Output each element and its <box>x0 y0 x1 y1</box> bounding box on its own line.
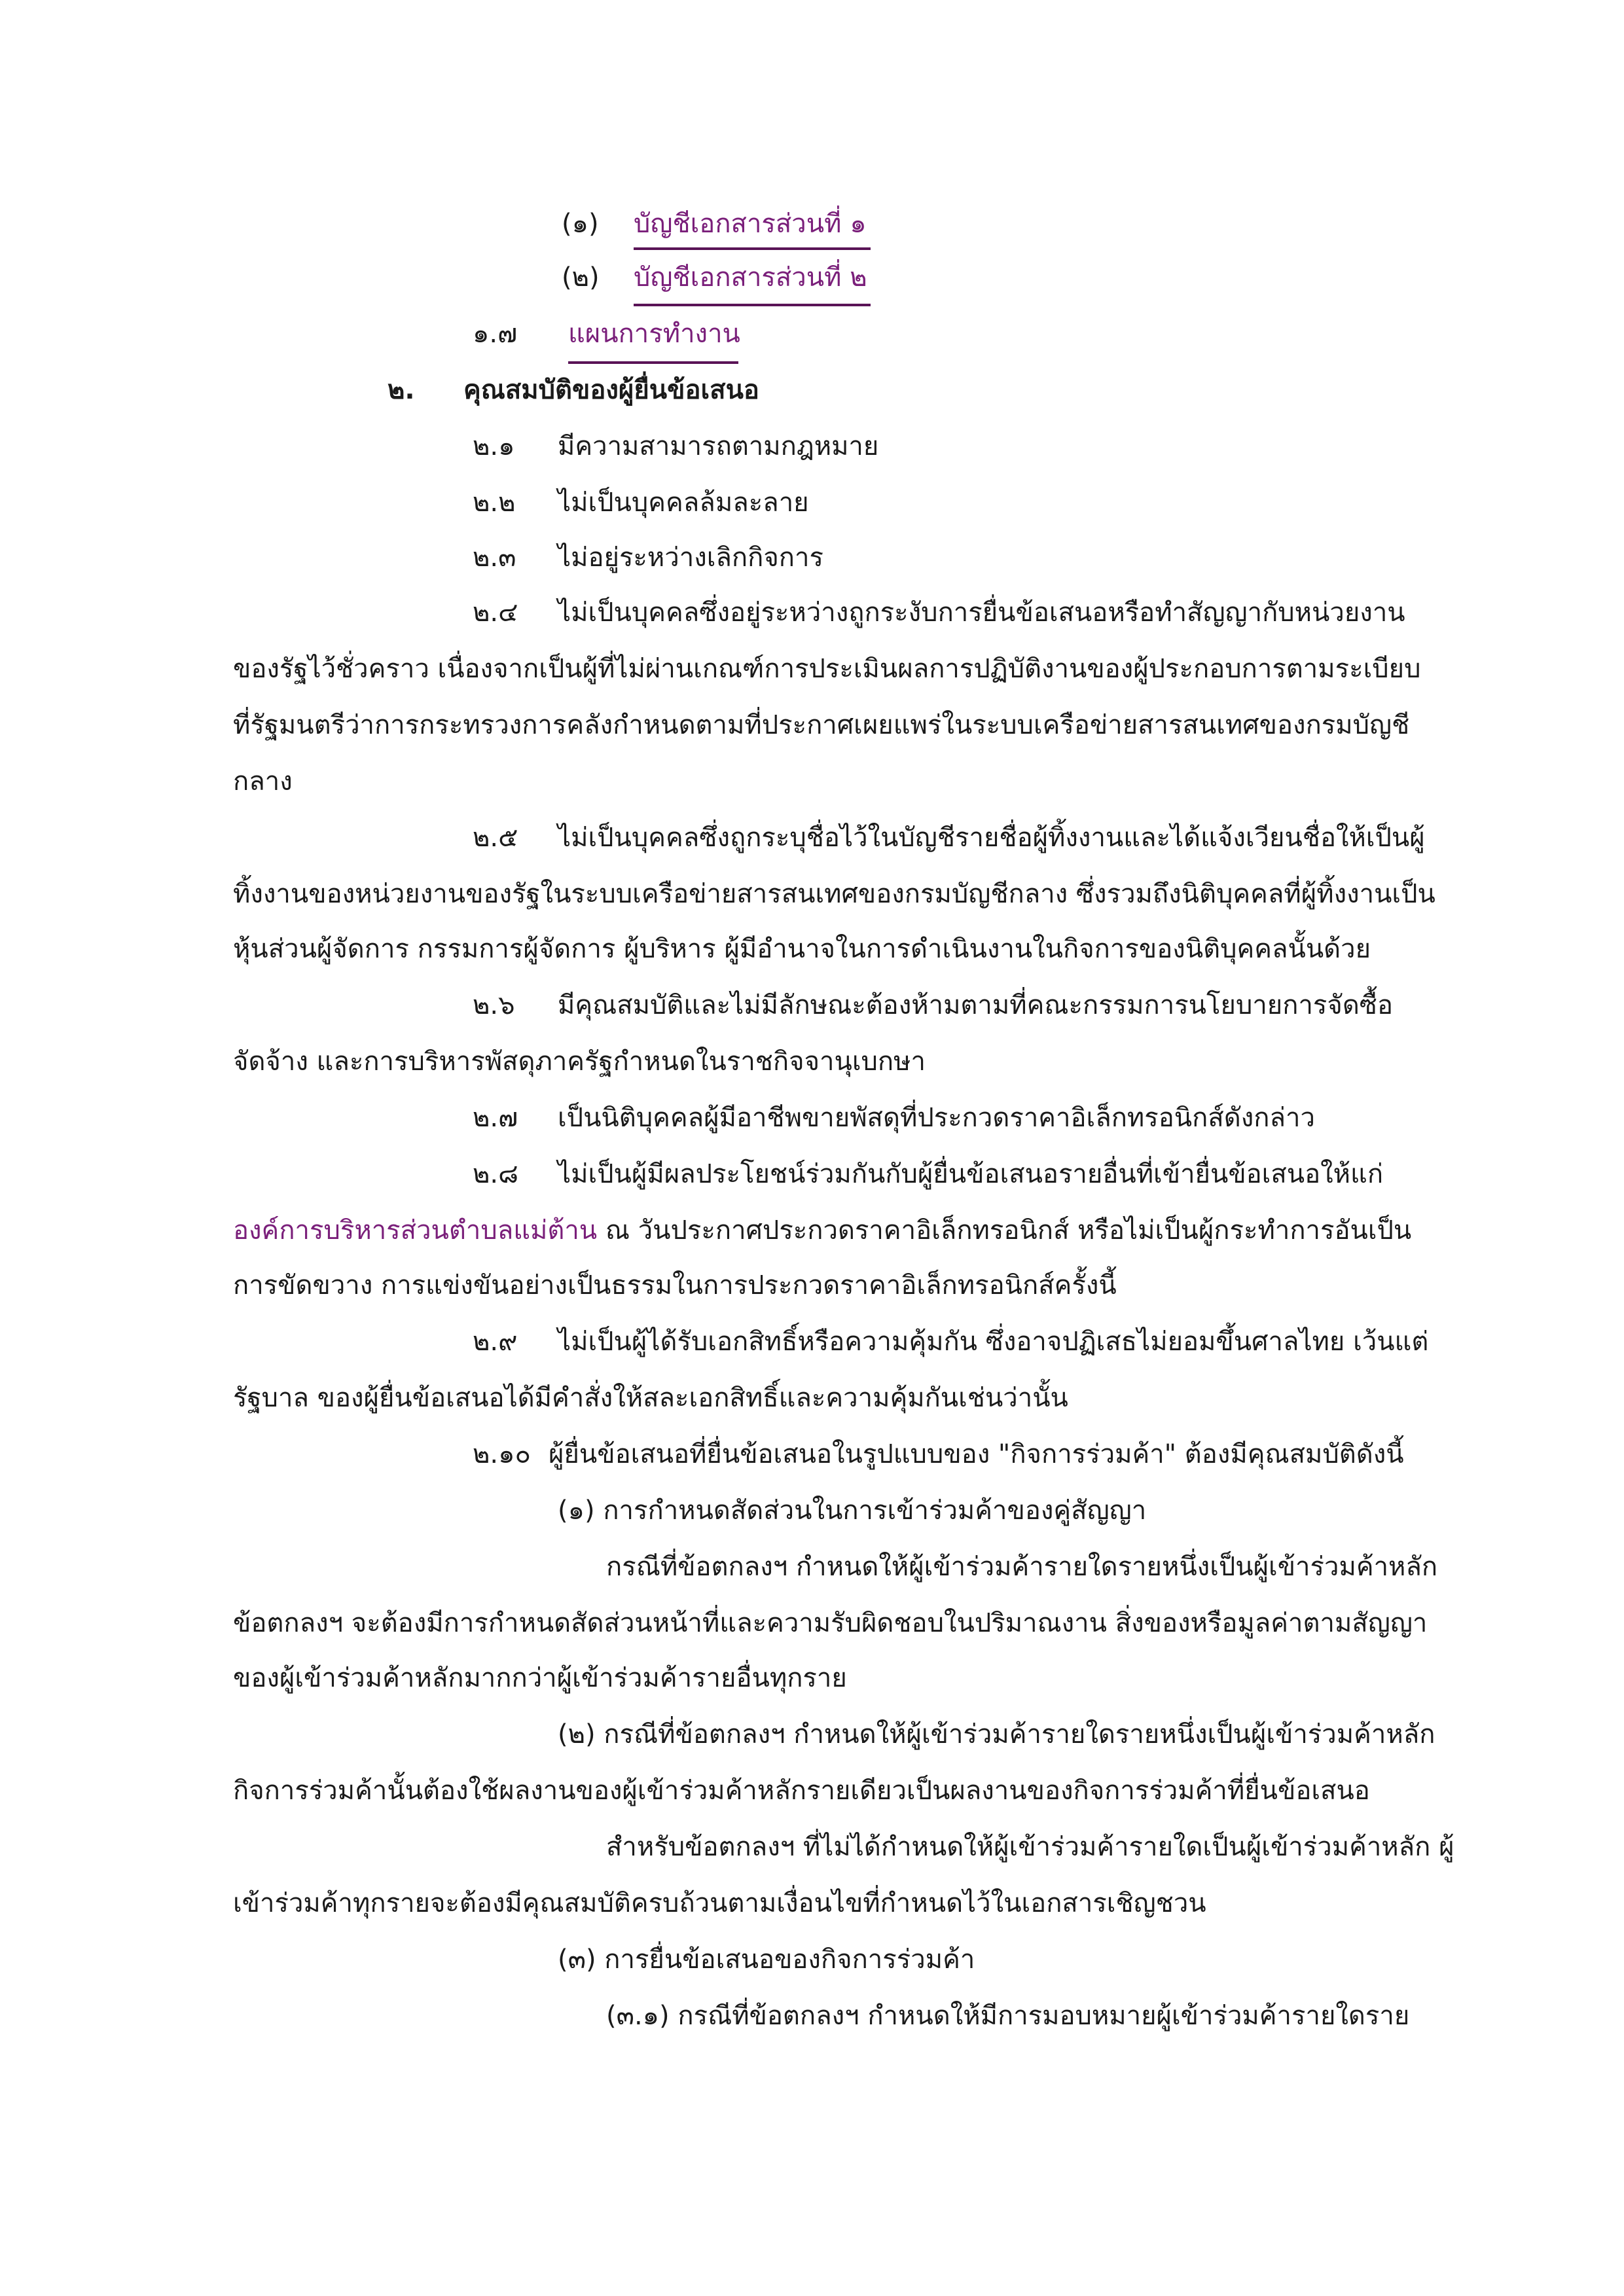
item-2-3-text: ไม่อยู่ระหว่างเลิกกิจการ <box>558 543 823 573</box>
item-2-10-sub-1-line-3: ของผู้เข้าร่วมค้าหลักมากกว่าผู้เข้าร่วมค้ารายอื่นทุกราย <box>233 1663 847 1693</box>
item-2-8-text-1: ไม่เป็นผู้มีผลประโยชน์ร่วมกันกับผู้ยื่นข้อเสนอรายอื่นที่เข้ายื่นข้อเสนอให้แก่ <box>558 1159 1384 1189</box>
item-2-7 <box>473 1098 1315 1138</box>
item-2-5-line-1 <box>473 818 1425 857</box>
toc-item-1-underline <box>634 247 871 250</box>
item-2-6-line-1 <box>473 986 1393 1025</box>
item-2-2-number: ๒.๒ <box>473 488 516 518</box>
item-2-9-line-1 <box>473 1322 1428 1361</box>
item-2-9-number: ๒.๙ <box>473 1327 518 1357</box>
item-2-2 <box>473 483 809 522</box>
toc-item-1-number: (๑) <box>562 209 599 239</box>
item-2-9-line-2: รัฐบาล ของผู้ยื่นข้อเสนอได้มีคำสั่งให้สละเอกสิทธิ์และความคุ้มกันเช่นว่านั้น <box>233 1383 1068 1413</box>
toc-item-2[interactable] <box>562 258 867 297</box>
toc-item-2-link[interactable]: บัญชีเอกสารส่วนที่ ๒ <box>634 262 867 293</box>
item-2-10-sub-2-line-3: สำหรับข้อตกลงฯ ที่ไม่ได้กำหนดให้ผู้เข้าร่วมค้ารายใดเป็นผู้เข้าร่วมค้าหลัก ผู้ <box>606 1832 1454 1862</box>
item-2-4-line-3: ที่รัฐมนตรีว่าการกระทรวงการคลังกำหนดตามที่ประกาศเผยแพร่ในระบบเครือข่ายสารสนเทศของกรมบัญชี <box>233 710 1410 740</box>
toc-item-3-underline <box>568 361 738 364</box>
item-2-4-number: ๒.๔ <box>473 598 518 628</box>
toc-item-3-number: ๑.๗ <box>473 319 518 349</box>
toc-item-3-link[interactable]: แผนการทำงาน <box>568 319 740 349</box>
item-2-10-sub-2-line-1: (๒) กรณีที่ข้อตกลงฯ กำหนดให้ผู้เข้าร่วมค้ารายใดรายหนึ่งเป็นผู้เข้าร่วมค้าหลัก <box>558 1719 1435 1749</box>
item-2-7-number: ๒.๗ <box>473 1103 518 1133</box>
item-2-10-sub-2-line-4: เข้าร่วมค้าทุกรายจะต้องมีคุณสมบัติครบถ้วนตามเงื่อนไขที่กำหนดไว้ในเอกสารเชิญชวน <box>233 1888 1206 1918</box>
item-2-10-line-1 <box>473 1435 1404 1474</box>
item-2-6-number: ๒.๖ <box>473 990 515 1020</box>
item-2-5-line-2: ทิ้งงานของหน่วยงานของรัฐในระบบเครือข่ายสารสนเทศของกรมบัญชีกลาง ซึ่งรวมถึงนิติบุคคลที่ผู้ทิ้งงานเป็น <box>233 879 1435 909</box>
toc-item-3[interactable] <box>473 314 740 353</box>
item-2-2-text: ไม่เป็นบุคคลล้มละลาย <box>558 488 809 518</box>
item-2-10-sub-1: (๑) การกำหนดสัดส่วนในการเข้าร่วมค้าของคู่สัญญา <box>558 1496 1147 1526</box>
section-2-number: ๒. <box>388 375 415 405</box>
item-2-1-text: มีความสามารถตามกฎหมาย <box>558 431 879 461</box>
section-2-heading <box>388 370 759 410</box>
item-2-4-text-1: ไม่เป็นบุคคลซึ่งอยู่ระหว่างถูกระงับการยื่นข้อเสนอหรือทำสัญญากับหน่วยงาน <box>558 598 1405 628</box>
toc-item-2-underline <box>634 304 871 306</box>
item-2-7-text: เป็นนิติบุคคลผู้มีอาชีพขายพัสดุที่ประกวดราคาอิเล็กทรอนิกส์ดังกล่าว <box>558 1103 1315 1133</box>
organization-name: องค์การบริหารส่วนตำบลแม่ต้าน <box>233 1215 598 1246</box>
item-2-10-sub-1-line-2: ข้อตกลงฯ จะต้องมีการกำหนดสัดส่วนหน้าที่และความรับผิดชอบในปริมาณงาน สิ่งของหรือมูลค่าตามสัญญา <box>233 1608 1428 1638</box>
item-2-10-sub-3: (๓) การยื่นข้อเสนอของกิจการร่วมค้า <box>558 1945 975 1975</box>
item-2-4-line-2: ของรัฐไว้ชั่วคราว เนื่องจากเป็นผู้ที่ไม่ผ่านเกณฑ์การประเมินผลการปฏิบัติงานของผู้ประกอบการตามระเบียบ <box>233 654 1421 684</box>
item-2-10-number: ๒.๑๐ <box>473 1439 531 1469</box>
item-2-10-text: ผู้ยื่นข้อเสนอที่ยื่นข้อเสนอในรูปแบบของ "กิจการร่วมค้า" ต้องมีคุณสมบัติดังนี้ <box>549 1439 1404 1469</box>
toc-item-1[interactable] <box>562 204 867 243</box>
item-2-5-text-1: ไม่เป็นบุคคลซึ่งถูกระบุชื่อไว้ในบัญชีรายชื่อผู้ทิ้งงานและได้แจ้งเวียนชื่อให้เป็นผู้ <box>558 823 1425 853</box>
item-2-1-number: ๒.๑ <box>473 431 515 461</box>
item-2-4-line-4: กลาง <box>233 766 293 797</box>
item-2-8-line-3: การขัดขวาง การแข่งขันอย่างเป็นธรรมในการประกวดราคาอิเล็กทรอนิกส์ครั้งนี้ <box>233 1270 1117 1300</box>
item-2-10-sub-2-line-2: กิจการร่วมค้านั้นต้องใช้ผลงานของผู้เข้าร่วมค้าหลักรายเดียวเป็นผลงานของกิจการร่วมค้าที่ยื่นข้อเสนอ <box>233 1776 1370 1806</box>
item-2-1 <box>473 427 878 466</box>
item-2-8-number: ๒.๘ <box>473 1159 518 1189</box>
item-2-9-text-1: ไม่เป็นผู้ได้รับเอกสิทธิ์หรือความคุ้มกัน ซึ่งอาจปฏิเสธไม่ยอมขึ้นศาลไทย เว้นแต่ <box>558 1327 1429 1357</box>
item-2-10-sub-3-1: (๓.๑) กรณีที่ข้อตกลงฯ กำหนดให้มีการมอบหมายผู้เข้าร่วมค้ารายใดราย <box>606 2001 1410 2031</box>
item-2-3 <box>473 538 823 577</box>
toc-item-1-link[interactable]: บัญชีเอกสารส่วนที่ ๑ <box>634 209 867 239</box>
item-2-5-number: ๒.๕ <box>473 823 518 853</box>
section-2-title: คุณสมบัติของผู้ยื่นข้อเสนอ <box>463 375 759 405</box>
item-2-3-number: ๒.๓ <box>473 543 516 573</box>
item-2-6-text-1: มีคุณสมบัติและไม่มีลักษณะต้องห้ามตามที่คณะกรรมการนโยบายการจัดซื้อ <box>558 990 1393 1020</box>
item-2-10-sub-1-line-1: กรณีที่ข้อตกลงฯ กำหนดให้ผู้เข้าร่วมค้ารายใดรายหนึ่งเป็นผู้เข้าร่วมค้าหลัก <box>606 1552 1438 1582</box>
toc-item-2-number: (๒) <box>562 262 600 293</box>
item-2-4-line-1 <box>473 593 1405 632</box>
item-2-6-line-2: จัดจ้าง และการบริหารพัสดุภาครัฐกำหนดในราชกิจจานุเบกษา <box>233 1047 926 1077</box>
item-2-8-text-2: ณ วันประกาศประกวดราคาอิเล็กทรอนิกส์ หรือไม่เป็นผู้กระทำการอันเป็น <box>597 1215 1412 1246</box>
item-2-5-line-3: หุ้นส่วนผู้จัดการ กรรมการผู้จัดการ ผู้บริหาร ผู้มีอำนาจในการดำเนินงานในกิจการของนิติบุคคลนั้นด้วย <box>233 934 1371 964</box>
item-2-8-line-1 <box>473 1155 1383 1194</box>
item-2-8-line-2 <box>233 1211 1411 1250</box>
